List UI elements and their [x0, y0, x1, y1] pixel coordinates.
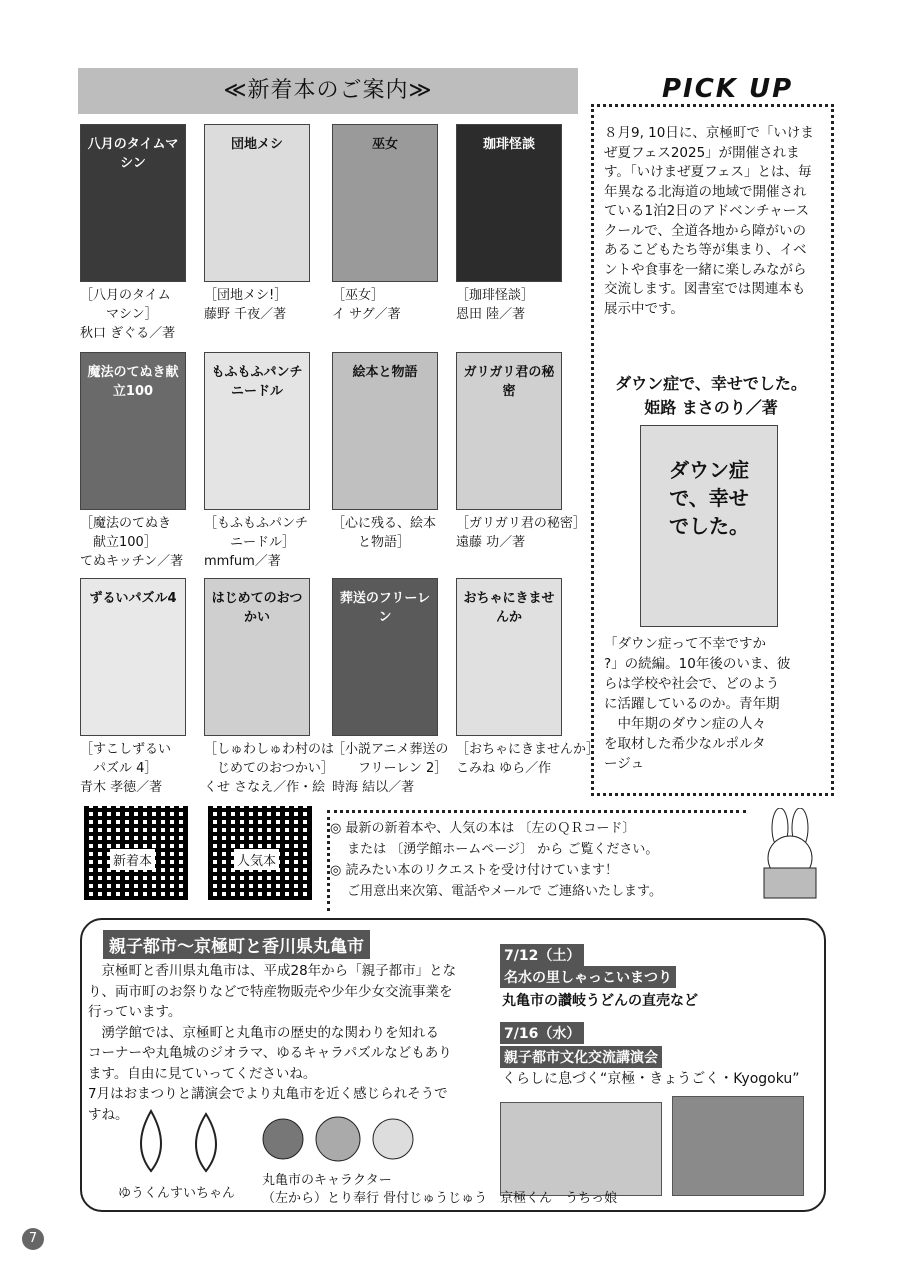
book-cover-text: はじめてのおつかい	[211, 591, 303, 625]
pickup-text: ８月9, 10日に、京極町で「いけまぜ夏フェス2025」が開催されます。「いけまぜ夏フェス」とは、毎年異なる北海道の地域で開催されている1泊2日のアドベンチャースクールで、全道各地から障がいのあるこどもたち等が集まり、イベントや食事を一緒に楽しみながら交流します。図書室では関連本も展示中です。	[604, 125, 814, 317]
page-number: 7	[22, 1228, 44, 1250]
book-title: ［しゅわしゅわ村のは じめてのおつかい］	[204, 742, 335, 776]
event2-date: 7/16（水）	[500, 1022, 584, 1044]
caption-yuukun: ゆうくんすいちゃん	[118, 1186, 236, 1201]
book-cover-text: 珈琲怪談	[482, 137, 535, 152]
book-cover-text: おちゃにきませんか	[463, 591, 555, 625]
event1-date: 7/12（土）	[500, 944, 584, 966]
book-author: こみね ゆら／作	[456, 761, 552, 776]
book-cover-text: 八月のタイムマシン	[87, 137, 179, 171]
pickup-description: 「ダウン症って不幸ですか ?」の続編。10年後のいま、彼 らは学校や社会で、どのよう に活躍しているのか。青年期 中年期のダウン症の人々 を取材した希少なルポルタ ージュ	[604, 636, 791, 772]
book-title: ［小説アニメ葬送の フリーレン 2］	[332, 742, 449, 776]
book-title: ［珈琲怪談］	[456, 288, 535, 303]
pickup-cover-text: ダウン症で、幸せでした。	[669, 458, 749, 538]
book-cover-text: 団地メシ	[230, 137, 283, 152]
caption-marugame-characters: 丸亀市のキャラクター （左から）とり奉行 骨付じゅうじゅう 京極くん うちっ娘	[262, 1173, 618, 1206]
book-author: くせ さなえ／作・絵	[204, 780, 326, 795]
book-title: ［ガリガリ君の秘密］	[456, 516, 586, 531]
book-cover	[204, 124, 310, 282]
book-cover	[332, 352, 438, 510]
new-books-header: ≪新着本のご案内≫	[78, 68, 578, 114]
event1-desc: 丸亀市の讃岐うどんの直売など	[502, 993, 698, 1009]
book-cover	[80, 124, 186, 282]
book-cover	[204, 578, 310, 736]
event2-name: 親子都市文化交流講演会	[500, 1046, 662, 1068]
book-cover-text: 葬送のフリーレン	[339, 591, 431, 625]
book-cover-text: 巫女	[371, 137, 398, 152]
sister-city-heading: 親子都市～京極町と香川県丸亀市	[103, 930, 370, 959]
pickup-title: PICK UP	[662, 74, 794, 104]
event1-name: 名水の里しゃっこいまつり	[500, 966, 676, 988]
book-author: mmfum／著	[204, 554, 281, 569]
book-title: ［もふもふパンチ ニードル］	[204, 516, 309, 550]
book-title: ［すこしずるい パズル 4］	[80, 742, 172, 776]
book-author: 恩田 陸／著	[456, 307, 526, 322]
book-author: てぬキッチン／著	[80, 554, 184, 569]
book-cover-text: 魔法のてぬき献立100	[87, 365, 179, 399]
book-cover	[80, 578, 186, 736]
book-title: ［魔法のてぬき 献立100］	[80, 516, 172, 550]
book-author: 遠藤 功／著	[456, 535, 526, 550]
book-author: 藤野 千夜／著	[204, 307, 287, 322]
qr-label-popular: 人気本	[234, 849, 279, 870]
notice-text: ◎ 最新の新着本や、人気の本は 〔左のＱＲコード〕 または 〔湧学館ホームページ〕 から ご覧ください。 ◎ 読みたい本のリクエストを受け付けています！ ご用意出来次第、電話やメールで ご連絡いたします。	[330, 821, 662, 899]
yuukun-suichan-characters-icon	[126, 1106, 236, 1178]
book-cover	[204, 352, 310, 510]
book-title: ［おちゃにきませんか］	[456, 742, 600, 757]
book-cover	[332, 124, 438, 282]
event2-desc: くらしに息づく“京極・きょうごく・Kyogoku”	[502, 1071, 800, 1087]
marugame-characters-icon	[258, 1104, 418, 1174]
pickup-book-title: ダウン症で、幸せでした。 姫路 まさのり／著	[615, 374, 807, 417]
photo-diorama	[672, 1096, 804, 1196]
book-cover	[456, 352, 562, 510]
book-cover	[456, 578, 562, 736]
book-author: 時海 結以／著	[332, 780, 415, 795]
pickup-book-cover	[640, 425, 778, 627]
book-cover	[456, 124, 562, 282]
book-cover-text: もふもふパンチニードル	[211, 365, 303, 399]
book-title: ［八月のタイム マシン］	[80, 288, 171, 322]
book-author: イ サグ／著	[332, 307, 401, 322]
qr-label-new: 新着本	[110, 849, 155, 870]
book-cover	[332, 578, 438, 736]
book-cover-text: ずるいパズル4	[89, 591, 177, 606]
book-cover	[80, 352, 186, 510]
rabbit-reading-icon	[750, 808, 830, 908]
sister-city-body: 京極町と香川県丸亀市は、平成28年から「親子都市」とな り、両市町のお祭りなどで特産物販売や少年少女交流事業を 行っています。 湧学館では、京極町と丸亀市の歴史的な関わりを知れる コーナーや丸亀城のジオラマ、ゆるキャラパズルなどもあり ます。自由に見ていってくださいね。 7月はおまつりと講演会でより丸亀市を近く感じられそうで すね。	[88, 963, 457, 1123]
book-cover-text: 絵本と物語	[352, 365, 418, 380]
book-author: 秋口 ぎぐる／著	[80, 326, 176, 341]
book-author: 青木 孝徳／著	[80, 780, 163, 795]
book-cover-text: ガリガリ君の秘密	[463, 365, 555, 399]
book-title: ［巫女］	[332, 288, 385, 303]
book-title: ［心に残る、絵本 と物語］	[332, 516, 437, 550]
book-title: ［団地メシ!］	[204, 288, 288, 303]
